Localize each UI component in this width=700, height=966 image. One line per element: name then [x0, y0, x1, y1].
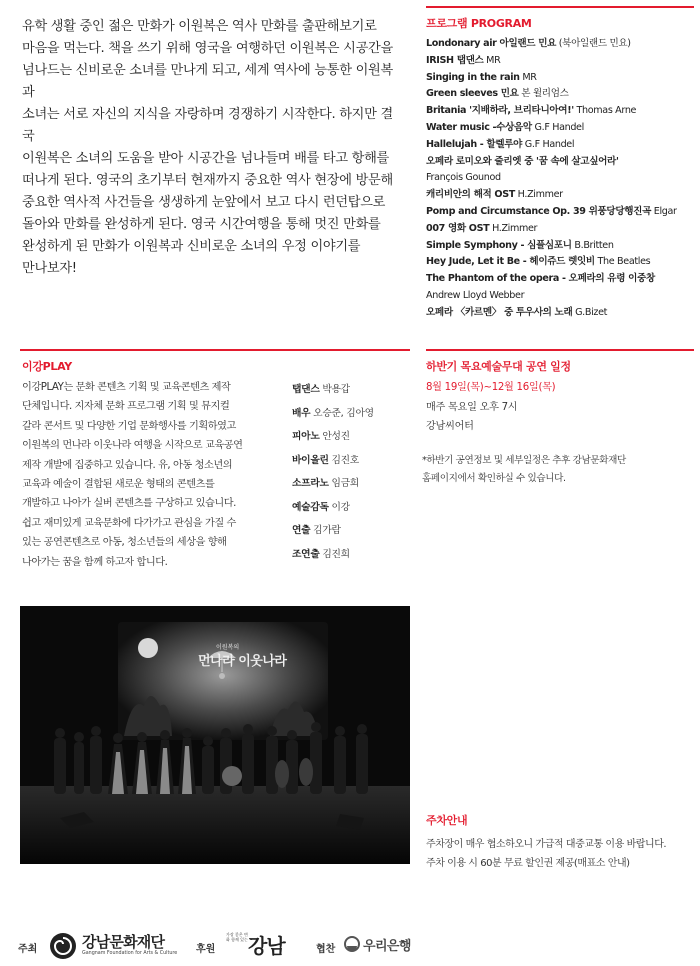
- note-line: *하반기 공연정보 및 세부일정은 추후 강남문화재단: [422, 455, 626, 466]
- woori-bank-icon: [344, 936, 360, 952]
- igang-line: 이강PLAY는 문화 콘텐츠 기획 및 교육콘텐츠 제작: [22, 382, 231, 393]
- program-item: Londonary air 아일랜드 민요 (북아일랜드 민요): [426, 38, 631, 49]
- schedule-time: 매주 목요일 오후 7시: [426, 401, 518, 413]
- footer: [0, 924, 700, 964]
- program-item: The Phantom of the opera - 오페라의 유령 이중창: [426, 273, 655, 285]
- program-item: 오페라 로미오와 줄리엣 중 '꿈 속에 살고싶어라': [426, 155, 619, 167]
- schedule-dates: 8월 19일(목)~12월 16일(목): [426, 382, 556, 393]
- program-divider: [426, 6, 694, 8]
- igang-divider: [20, 349, 410, 351]
- igang-line: 개발하고 나아가 실버 콘텐츠를 구상하고 있습니다.: [22, 498, 236, 510]
- gangnam-gu-logo: [226, 928, 292, 962]
- schedule-info: [426, 378, 696, 437]
- intro-line: 마음을 먹는다. 책을 쓰기 위해 영국을 여행하던 이원복은 시공간을: [22, 41, 393, 56]
- igang-description: [22, 378, 277, 572]
- schedule-note: [422, 452, 692, 487]
- sponsor-logo-tag: 가장 좋은 변화 함께 있는: [226, 932, 248, 942]
- program-item: Hey Jude, Let it Be - 헤이쥬드 렛잇비 The Beatles: [426, 256, 651, 268]
- schedule-title: 하반기 목요예술무대 공연 일정: [426, 360, 571, 373]
- schedule-venue: 강남씨어터: [426, 421, 474, 433]
- intro-line: 유학 생활 중인 젊은 만화가 이원복은 역사 만화를 출판해보기로: [22, 19, 377, 34]
- gangnam-foundation-logo: [48, 930, 178, 962]
- credit-item: 바이올린 김진호: [292, 454, 359, 466]
- igang-line: 나아가는 꿈을 함께 하고자 합니다.: [22, 556, 168, 568]
- igang-title: 이강PLAY: [22, 360, 72, 373]
- igang-line: 쉽고 재미있게 교육문화에 다가가고 관심을 가질 수: [22, 517, 236, 529]
- program-item: Green sleeves 민요 본 윌리엄스: [426, 88, 569, 100]
- credit-item: 연출 김가람: [292, 525, 341, 536]
- program-item: François Gounod: [426, 172, 501, 184]
- intro-line: 완성하게 된 만화가 이원복과 신비로운 소녀의 우정 이야기를: [22, 239, 361, 254]
- host-logo-sub: Gangnam Foundation for Arts & Culture: [82, 951, 178, 956]
- performance-photo: [20, 606, 410, 864]
- parking-line: 주차장이 매우 협소하오니 가급적 대중교통 이용 바랍니다.: [426, 839, 667, 850]
- program-item: Singing in the rain MR: [426, 71, 537, 83]
- parking-info: [426, 812, 696, 873]
- credit-item: 피아노 안성진: [292, 431, 350, 442]
- intro-line: 만나보자!: [22, 261, 77, 276]
- credit-item: 조연출 김진희: [292, 548, 350, 560]
- banner-small-text: 이원복의: [216, 644, 240, 651]
- program-list: [426, 36, 696, 322]
- schedule-divider: [426, 349, 694, 351]
- intro-line: 중요한 역사적 사건들을 생생하게 눈앞에서 보고 다시 런던탑으로: [22, 195, 386, 210]
- program-item: Water music -수상음악 G.F Handel: [426, 121, 584, 133]
- igang-line: 갈라 콘서트 및 다양한 기업 문화행사를 기획하였고: [22, 420, 236, 432]
- intro-line: 소녀는 서로 자신의 지식을 자랑하며 경쟁하기 시작한다. 하지만 결국: [22, 107, 393, 144]
- program-item: IRISH 탭댄스 MR: [426, 54, 501, 66]
- note-line: 홈페이지에서 확인하실 수 있습니다.: [422, 472, 566, 484]
- program-item: Pomp and Circumstance Op. 39 위풍당당행진곡 Elgar: [426, 205, 677, 217]
- parking-title: 주차안내: [426, 814, 468, 827]
- parking-line: 주차 이용 시 60분 무료 할인권 제공(매표소 안내): [426, 857, 630, 869]
- host-logo-text: 강남문화재단: [82, 933, 165, 951]
- credit-item: 예술감독 이강: [292, 501, 350, 513]
- sponsor-logo-text: 강남: [248, 934, 285, 958]
- credit-item: 소프라노 임금희: [292, 478, 359, 489]
- igang-line: 제작 개발에 집중하고 있습니다. 유, 아동 청소년의: [22, 459, 233, 471]
- credit-item: 탭댄스 박용갑: [292, 384, 350, 395]
- program-item: Andrew Lloyd Webber: [426, 289, 525, 301]
- igang-line: 단체입니다. 지자체 문화 프로그램 기획 및 뮤지컬: [22, 401, 230, 413]
- woori-bank-logo: [344, 932, 414, 956]
- credits-list: [292, 378, 412, 566]
- intro-line: 떠나게 된다. 영국의 초기부터 현재까지 중요한 역사 현장에 방문해: [22, 173, 393, 188]
- program-item: Britania '지배하라, 브리타니아여!' Thomas Arne: [426, 105, 637, 117]
- spiral-icon: [48, 931, 78, 961]
- partner-logo-text: 우리은행: [363, 939, 411, 954]
- intro-line: 돌아와 만화를 완성하게 된다. 영국 시간여행을 통해 멋진 만화를: [22, 217, 381, 232]
- igang-line: 있는 공연콘텐츠로 아동, 청소년들의 세상을 향해: [22, 537, 227, 549]
- sponsor-label: 후원: [196, 944, 216, 955]
- program-item: 오페라 〈카르멘〉 중 투우사의 노래 G.Bizet: [426, 306, 608, 318]
- igang-line: 이원복의 먼나라 이웃나라 여행을 시작으로 교육공연: [22, 440, 243, 452]
- intro-line: 이원복은 소녀의 도움을 받아 시공간을 넘나들며 배를 타고 항해를: [22, 151, 389, 166]
- igang-line: 교육과 예술이 결합된 새로운 형태의 콘텐츠를: [22, 479, 215, 491]
- intro-line: 넘나드는 신비로운 소녀를 만나게 되고, 세계 역사에 능통한 이원복과: [22, 63, 393, 100]
- program-item: Hallelujah - 할렐루야 G.F Handel: [426, 138, 575, 150]
- banner-title: 먼나라 이웃나라: [198, 654, 287, 669]
- program-item: Simple Symphony - 심플심포니 B.Britten: [426, 239, 614, 251]
- program-item: 007 영화 OST H.Zimmer: [426, 222, 538, 234]
- intro-paragraph: [22, 16, 402, 280]
- program-item: 캐리비안의 해적 OST H.Zimmer: [426, 189, 563, 201]
- stage-illustration: [20, 606, 410, 864]
- program-title: 프로그램 PROGRAM: [426, 17, 532, 30]
- host-label: 주최: [18, 944, 38, 955]
- moon-shape: [138, 638, 158, 658]
- credit-item: 배우 오승준, 김아영: [292, 407, 374, 419]
- partner-label: 협찬: [316, 944, 336, 955]
